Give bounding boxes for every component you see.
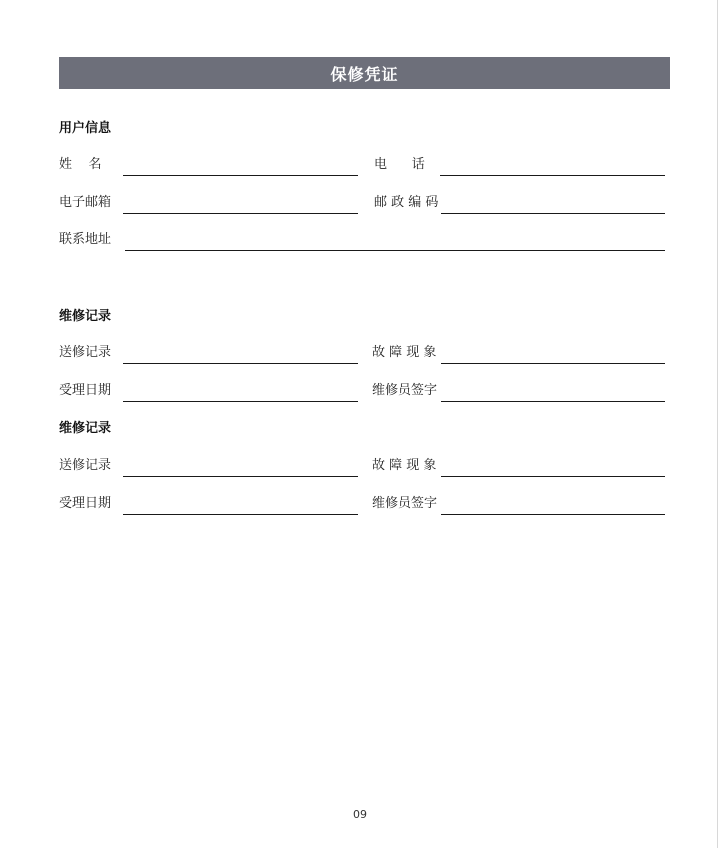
accept-date-label: 受理日期 — [59, 496, 112, 511]
email-label: 电子邮箱 — [59, 195, 112, 210]
accept-date-line[interactable] — [123, 401, 358, 403]
fault-line[interactable] — [441, 476, 665, 477]
name-field[interactable] — [59, 156, 359, 176]
technician-signature-line[interactable] — [441, 514, 665, 515]
send-record-label: 送修记录 — [59, 345, 112, 360]
postcode-field[interactable] — [374, 194, 666, 214]
accept-date-field[interactable] — [59, 495, 359, 515]
send-record-line[interactable] — [123, 476, 358, 477]
repair-record-heading: 维修记录 — [59, 421, 112, 436]
email-line[interactable] — [123, 213, 358, 214]
page-number: 09 — [353, 808, 367, 821]
send-record-label: 送修记录 — [59, 458, 112, 473]
fault-field[interactable] — [372, 344, 666, 364]
accept-date-field[interactable] — [59, 382, 359, 402]
fault-label: 故 障 现 象 — [372, 458, 437, 473]
phone-line[interactable] — [440, 175, 665, 177]
phone-label: 电 话 — [374, 157, 425, 172]
send-record-line[interactable] — [123, 363, 358, 365]
name-label: 姓 名 — [59, 157, 102, 172]
title-bar — [59, 57, 670, 89]
name-line[interactable] — [123, 175, 358, 177]
address-label: 联系地址 — [59, 232, 112, 247]
postcode-label: 邮 政 编 码 — [374, 195, 439, 210]
fault-label: 故 障 现 象 — [372, 345, 437, 360]
fault-field[interactable] — [372, 457, 666, 477]
address-field[interactable] — [59, 231, 666, 251]
phone-field[interactable] — [374, 156, 666, 176]
send-record-field[interactable] — [59, 457, 359, 477]
technician-signature-line[interactable] — [441, 401, 665, 403]
accept-date-line[interactable] — [123, 514, 358, 515]
postcode-line[interactable] — [441, 213, 665, 214]
address-line[interactable] — [125, 250, 665, 252]
user-info-heading: 用户信息 — [59, 121, 112, 136]
send-record-field[interactable] — [59, 344, 359, 364]
page-edge — [717, 0, 718, 848]
fault-line[interactable] — [441, 363, 665, 365]
page-title: 保修凭证 — [330, 64, 399, 84]
technician-signature-field[interactable] — [372, 495, 666, 515]
technician-signature-label: 维修员签字 — [372, 383, 438, 398]
accept-date-label: 受理日期 — [59, 383, 112, 398]
technician-signature-field[interactable] — [372, 382, 666, 402]
repair-record-heading: 维修记录 — [59, 309, 112, 324]
email-field[interactable] — [59, 194, 359, 214]
technician-signature-label: 维修员签字 — [372, 496, 438, 511]
